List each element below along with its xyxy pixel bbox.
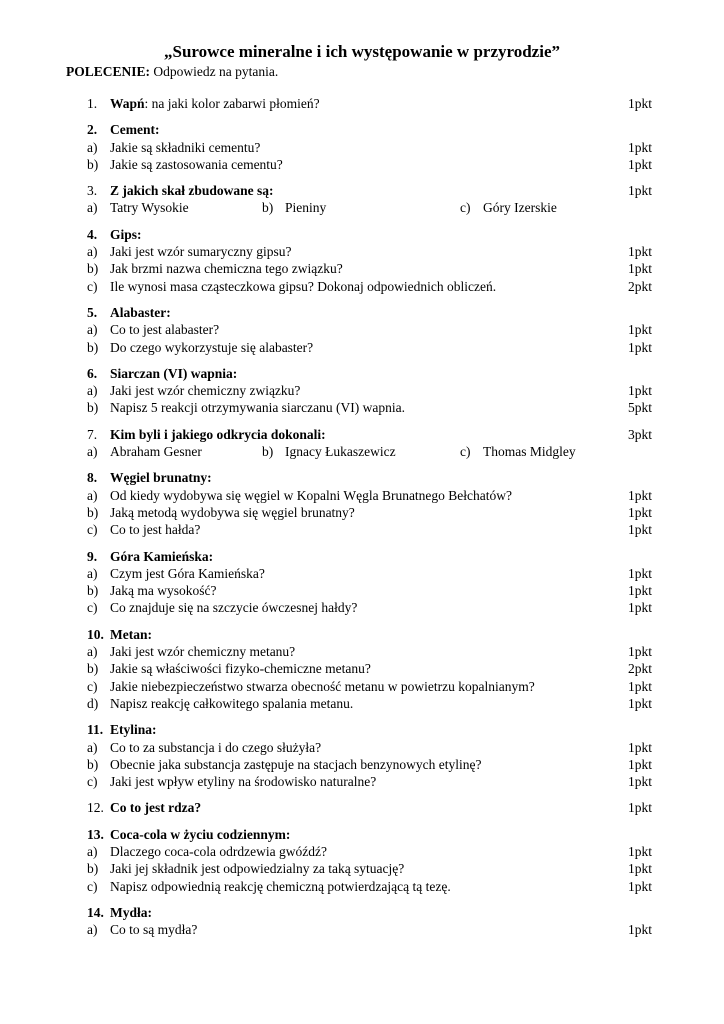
- question-header: [87, 95, 652, 112]
- subquestion-letter: b): [87, 661, 99, 677]
- subquestion-text: Jaki jest wpływ etyliny na środowisko naturalne?: [110, 774, 377, 790]
- subquestion-text: Ile wynosi masa cząsteczkowa gipsu? Dokonaj odpowiednich obliczeń.: [110, 278, 497, 294]
- question-text: [110, 721, 614, 738]
- question-number: 11.: [87, 722, 104, 738]
- option-item: [262, 199, 460, 216]
- subquestion-points: 1pkt: [627, 739, 652, 755]
- subquestion-points: 1pkt: [627, 695, 652, 711]
- subquestion-letter: a): [87, 922, 98, 938]
- question-title: Gips:: [110, 226, 142, 242]
- question-text: [110, 426, 614, 443]
- subquestion-points: 1pkt: [627, 774, 652, 790]
- subquestion-points: 1pkt: [627, 678, 652, 694]
- question-block: [87, 904, 652, 939]
- question-number: 5.: [87, 304, 98, 320]
- question-title: Węgiel brunatny:: [110, 470, 212, 486]
- question-points: 1pkt: [627, 96, 652, 111]
- question-header: [87, 226, 652, 243]
- subquestion-points: 1pkt: [627, 139, 652, 155]
- subquestion-points: 2pkt: [627, 278, 652, 294]
- subquestion-row: [87, 843, 652, 860]
- question-block: [87, 226, 652, 295]
- subquestion-row: [87, 739, 652, 756]
- subquestion-text: Jakie są właściwości fizyko-chemiczne metanu?: [110, 661, 371, 677]
- question-header: [87, 826, 652, 843]
- subquestion-points: 1pkt: [627, 878, 652, 894]
- subquestion-row: [87, 260, 652, 277]
- question-title: Kim byli i jakiego odkrycia dokonali:: [110, 426, 326, 442]
- subquestion-points: 1pkt: [627, 583, 652, 599]
- subquestion-row: [87, 321, 652, 338]
- question-points: 1pkt: [627, 183, 652, 199]
- subquestion-letter: c): [87, 278, 98, 294]
- option-text: Góry Izerskie: [483, 200, 557, 216]
- subquestion-text: Czym jest Góra Kamieńska?: [110, 565, 265, 581]
- question-title: Cement:: [110, 122, 160, 138]
- question-list: [87, 95, 652, 947]
- subquestion-row: [87, 643, 652, 660]
- question-header: [87, 626, 652, 643]
- question-header: [87, 304, 652, 321]
- subquestion-points: 1pkt: [627, 861, 652, 877]
- subquestion-text: Napisz 5 reakcji otrzymywania siarczanu (VI) wapnia.: [110, 400, 405, 416]
- question-number: 13.: [87, 826, 104, 842]
- subquestion-letter: b): [87, 861, 99, 877]
- question-points: [614, 904, 652, 921]
- subquestion-row: [87, 399, 652, 416]
- subquestion-row: [87, 860, 652, 877]
- subquestion-text: Co to jest hałda?: [110, 522, 201, 538]
- option-letter: b): [262, 200, 274, 216]
- question-number: 8.: [87, 470, 98, 486]
- option-item: [460, 199, 652, 216]
- subquestion-letter: c): [87, 678, 98, 694]
- question-number: 4.: [87, 226, 98, 242]
- subquestion-points: 1pkt: [627, 261, 652, 277]
- subquestion-text: Do czego wykorzystuje się alabaster?: [110, 339, 314, 355]
- option-text: Pieniny: [285, 200, 327, 216]
- subquestion-row: [87, 756, 652, 773]
- subquestion-text: Dlaczego coca-cola odrdzewia gwóźdź?: [110, 843, 327, 859]
- question-points: [614, 304, 652, 321]
- subquestion-points: 1pkt: [627, 504, 652, 520]
- subquestion-letter: b): [87, 400, 99, 416]
- subquestion-text: Jaki jest wzór sumaryczny gipsu?: [110, 244, 292, 260]
- subquestion-text: Napisz odpowiednią reakcję chemiczną potwierdzającą tą tezę.: [110, 878, 451, 894]
- option-item: [460, 443, 652, 460]
- question-block: [87, 469, 652, 538]
- question-header: [87, 904, 652, 921]
- question-points: [614, 469, 652, 486]
- subquestion-points: 1pkt: [627, 756, 652, 772]
- subquestion-letter: c): [87, 878, 98, 894]
- question-title: Co to jest rdza?: [110, 800, 202, 816]
- subquestion-text: Co to za substancja i do czego służyła?: [110, 739, 322, 755]
- question-block: [87, 182, 652, 217]
- question-title: Metan:: [110, 626, 152, 642]
- question-number: 14.: [87, 904, 104, 920]
- subquestion-letter: a): [87, 565, 98, 581]
- question-header: [87, 426, 652, 443]
- subquestion-points: 1pkt: [627, 565, 652, 581]
- subquestion-letter: a): [87, 487, 98, 503]
- option-letter: a): [87, 200, 98, 216]
- question-number: 6.: [87, 365, 98, 381]
- instruction: [66, 64, 278, 80]
- question-block: [87, 548, 652, 617]
- subquestion-letter: a): [87, 383, 98, 399]
- option-item: [87, 443, 262, 460]
- question-text: [110, 799, 614, 816]
- subquestion-row: [87, 278, 652, 295]
- subquestion-row: [87, 521, 652, 538]
- question-points: [614, 548, 652, 565]
- question-header: [87, 469, 652, 486]
- question-block: [87, 826, 652, 895]
- question-points: 1pkt: [627, 800, 652, 816]
- subquestion-row: [87, 921, 652, 938]
- question-text: [110, 226, 614, 243]
- question-header: [87, 721, 652, 738]
- subquestion-letter: a): [87, 644, 98, 660]
- question-points: [614, 121, 652, 138]
- subquestion-points: 1pkt: [627, 156, 652, 172]
- question-title: Siarczan (VI) wapnia:: [110, 365, 238, 381]
- subquestion-text: Co znajduje się na szczycie ówczesnej hałdy?: [110, 600, 358, 616]
- question-header: [87, 182, 652, 199]
- question-number: 10.: [87, 626, 104, 642]
- subquestion-points: 5pkt: [627, 400, 652, 416]
- question-number: 1.: [87, 96, 98, 111]
- subquestion-row: [87, 139, 652, 156]
- option-letter: b): [262, 444, 274, 460]
- question-points: [614, 626, 652, 643]
- subquestion-points: 1pkt: [627, 600, 652, 616]
- subquestion-text: Jakie są składniki cementu?: [110, 139, 261, 155]
- question-block: [87, 121, 652, 173]
- subquestion-text: Jaką ma wysokość?: [110, 583, 217, 599]
- subquestion-row: [87, 878, 652, 895]
- subquestion-points: 1pkt: [627, 843, 652, 859]
- subquestion-letter: c): [87, 600, 98, 616]
- question-title: Coca-cola w życiu codziennym:: [110, 826, 291, 842]
- option-letter: a): [87, 444, 98, 460]
- subquestion-row: [87, 695, 652, 712]
- subquestion-row: [87, 582, 652, 599]
- question-header: [87, 799, 652, 816]
- subquestion-letter: b): [87, 583, 99, 599]
- subquestion-letter: b): [87, 339, 99, 355]
- question-points: [614, 826, 652, 843]
- subquestion-letter: c): [87, 522, 98, 538]
- question-points: [614, 226, 652, 243]
- question-title: Mydła:: [110, 904, 152, 920]
- question-title: Alabaster:: [110, 304, 171, 320]
- question-text: [110, 121, 614, 138]
- subquestion-text: Jak brzmi nazwa chemiczna tego związku?: [110, 261, 343, 277]
- subquestion-row: [87, 565, 652, 582]
- question-block: [87, 799, 652, 816]
- question-header: [87, 121, 652, 138]
- subquestion-points: 1pkt: [627, 644, 652, 660]
- question-number: 3.: [87, 183, 98, 199]
- question-text: [110, 365, 614, 382]
- subquestion-text: Jaką metodą wydobywa się węgiel brunatny?: [110, 504, 355, 520]
- subquestion-points: 1pkt: [627, 383, 652, 399]
- subquestion-letter: b): [87, 504, 99, 520]
- subquestion-text: Jaki jej składnik jest odpowiedzialny za taką sytuację?: [110, 861, 405, 877]
- question-title: Z jakich skał zbudowane są:: [110, 183, 274, 199]
- subquestion-points: 1pkt: [627, 522, 652, 538]
- option-text: Abraham Gesner: [110, 444, 202, 460]
- question-number: 12.: [87, 800, 104, 816]
- question-text: [110, 626, 614, 643]
- question-text: [110, 95, 614, 112]
- subquestion-letter: d): [87, 695, 99, 711]
- subquestion-row: [87, 382, 652, 399]
- question-number: 7.: [87, 426, 98, 442]
- option-item: [87, 199, 262, 216]
- subquestion-letter: a): [87, 244, 98, 260]
- question-block: [87, 95, 652, 112]
- subquestion-row: [87, 339, 652, 356]
- question-header: [87, 365, 652, 382]
- question-points: [614, 721, 652, 738]
- subquestion-text: Jakie są zastosowania cementu?: [110, 156, 283, 172]
- question-text: [110, 304, 614, 321]
- option-item: [262, 443, 460, 460]
- option-row: [87, 443, 652, 460]
- option-text: Ignacy Łukaszewicz: [285, 444, 396, 460]
- subquestion-text: Jaki jest wzór chemiczny związku?: [110, 383, 301, 399]
- subquestion-row: [87, 678, 652, 695]
- subquestion-text: Napisz reakcję całkowitego spalania metanu.: [110, 695, 354, 711]
- option-text: Tatry Wysokie: [110, 200, 189, 216]
- subquestion-text: Co to są mydła?: [110, 922, 198, 938]
- question-points: 3pkt: [627, 426, 652, 442]
- question-text: [110, 826, 614, 843]
- subquestion-points: 1pkt: [627, 322, 652, 338]
- subquestion-row: [87, 773, 652, 790]
- subquestion-letter: b): [87, 756, 99, 772]
- subquestion-points: 1pkt: [627, 339, 652, 355]
- question-text: [110, 182, 614, 199]
- subquestion-letter: a): [87, 843, 98, 859]
- subquestion-letter: c): [87, 774, 98, 790]
- question-text: [110, 548, 614, 565]
- subquestion-row: [87, 504, 652, 521]
- option-text: Thomas Midgley: [483, 444, 576, 460]
- subquestion-text: Jakie niebezpieczeństwo stwarza obecność metanu w powietrzu kopalnianym?: [110, 678, 535, 694]
- subquestion-letter: a): [87, 322, 98, 338]
- option-letter: c): [460, 200, 471, 216]
- question-number: 9.: [87, 548, 98, 564]
- question-block: [87, 365, 652, 417]
- question-title-rest: : na jaki kolor zabarwi płomień?: [144, 96, 320, 111]
- subquestion-points: 1pkt: [627, 244, 652, 260]
- subquestion-letter: b): [87, 156, 99, 172]
- question-text: [110, 904, 614, 921]
- question-block: [87, 626, 652, 712]
- question-block: [87, 721, 652, 790]
- question-title: Góra Kamieńska:: [110, 548, 214, 564]
- question-block: [87, 304, 652, 356]
- question-title: Wapń: [110, 96, 145, 111]
- subquestion-letter: b): [87, 261, 99, 277]
- option-row: [87, 199, 652, 216]
- question-title: Etylina:: [110, 722, 157, 738]
- subquestion-text: Jaki jest wzór chemiczny metanu?: [110, 644, 296, 660]
- option-letter: c): [460, 444, 471, 460]
- subquestion-points: 1pkt: [627, 922, 652, 938]
- question-header: [87, 548, 652, 565]
- subquestion-row: [87, 156, 652, 173]
- subquestion-points: 1pkt: [627, 487, 652, 503]
- question-points: [614, 365, 652, 382]
- subquestion-text: Obecnie jaka substancja zastępuje na stacjach benzynowych etylinę?: [110, 756, 482, 772]
- page-title: „Surowce mineralne i ich występowanie w przyrodzie”: [164, 42, 560, 61]
- subquestion-letter: a): [87, 139, 98, 155]
- question-text: [110, 469, 614, 486]
- subquestion-row: [87, 243, 652, 260]
- subquestion-row: [87, 660, 652, 677]
- subquestion-row: [87, 599, 652, 616]
- subquestion-letter: a): [87, 739, 98, 755]
- instruction-text: Odpowiedz na pytania.: [153, 64, 279, 79]
- instruction-label: POLECENIE:: [66, 64, 151, 79]
- subquestion-points: 2pkt: [627, 661, 652, 677]
- subquestion-row: [87, 487, 652, 504]
- subquestion-text: Co to jest alabaster?: [110, 322, 220, 338]
- question-block: [87, 426, 652, 461]
- subquestion-text: Od kiedy wydobywa się węgiel w Kopalni Węgla Brunatnego Bełchatów?: [110, 487, 513, 503]
- question-number: 2.: [87, 122, 98, 138]
